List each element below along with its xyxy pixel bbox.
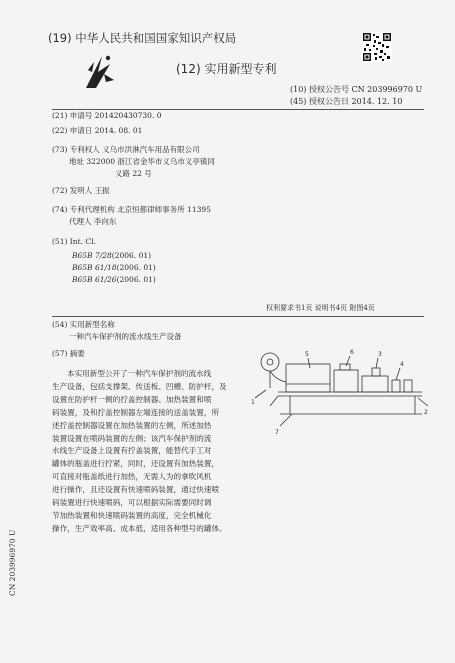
abstract-line: 码装置进行快速喷码，可以根据实际需要同时调 xyxy=(52,498,212,508)
patent-agent xyxy=(69,216,116,228)
pub-date-code: (45) xyxy=(290,97,307,106)
pub-no-label: 授权公告号 xyxy=(308,85,349,94)
filing-date xyxy=(52,125,142,137)
pub-date-label: 授权公告日 xyxy=(308,97,349,106)
owner-code: (73) xyxy=(52,145,68,154)
address-label: 地址 xyxy=(69,157,84,166)
address-line-2: 义路 22 号 xyxy=(115,169,152,178)
app-no-value: 201420430730. 0 xyxy=(94,111,162,120)
abstract-line: 本实用新型公开了一种汽车保护剂的流水线 xyxy=(67,369,212,378)
figure-label: 4 xyxy=(400,361,404,368)
ipc-class: B65B 61/26 xyxy=(72,275,117,284)
pub-no-value: CN 203996970 U xyxy=(351,85,423,94)
figure-part-wheel xyxy=(261,353,279,371)
agency-value: 北京恒都律师事务所 11395 xyxy=(117,205,211,214)
figure-label: 5 xyxy=(305,351,309,358)
abstract-heading xyxy=(52,348,85,360)
abstract-line: 码装置，及和拧盖控制器左端连接的送盖装置，所 xyxy=(52,407,220,417)
owner-label: 专利权人 xyxy=(69,145,100,154)
abstract-line: 述拧盖控制器设置在加热装置的左侧，所述加热 xyxy=(52,420,212,430)
ipc-class: B65B 7/28 xyxy=(72,251,112,260)
ipc-version: (2006. 01) xyxy=(116,263,156,272)
patent-agency xyxy=(52,204,211,216)
abstract-line: 罐体的瓶盖进行拧紧，同时，还设置有加热装置， xyxy=(52,459,220,469)
figure-label: 6 xyxy=(350,349,354,356)
ipc-item xyxy=(72,250,151,262)
patent-owner xyxy=(52,144,200,156)
page-counts: 权利要求书1页 说明书4页 附图4页 xyxy=(266,304,375,312)
office-header xyxy=(48,30,236,46)
agency-code: (74) xyxy=(52,205,68,214)
section-divider xyxy=(52,316,424,317)
utility-model-title: 一种汽车保护剂的流水线生产设备 xyxy=(69,332,182,341)
ipc-item xyxy=(72,262,156,274)
document-type xyxy=(176,60,276,77)
abstract-line: 装置设置在喷码装置的左侧；该汽车保护剂的流 xyxy=(52,433,212,443)
app-no-code: (21) xyxy=(52,111,68,120)
filing-label: 申请日 xyxy=(69,126,93,135)
figure-part-coder xyxy=(362,376,388,392)
office-name: 中华人民共和国国家知识产权局 xyxy=(75,31,237,45)
abstract-body xyxy=(52,368,242,536)
apparatus-figure xyxy=(250,340,430,440)
inventor-code: (72) xyxy=(52,186,68,195)
abstract-line: 生产设备，包括支撑架、传送板、凹槽、防护杆，及 xyxy=(52,381,227,391)
qr-code-icon xyxy=(362,32,392,62)
figure-label: 1 xyxy=(251,399,255,406)
figure-label: 2 xyxy=(424,409,428,416)
app-no-label: 申请号 xyxy=(69,111,93,120)
ipc-label: Int. Cl. xyxy=(69,237,96,246)
abstract-line: 水线生产设备上设置有拧盖装置，能替代手工对 xyxy=(52,446,212,456)
doc-type-name: 实用新型专利 xyxy=(204,62,277,76)
abstract-code: (57) xyxy=(52,349,68,358)
filing-value: 2014. 08. 01 xyxy=(94,126,143,135)
application-number xyxy=(52,110,162,122)
filing-code: (22) xyxy=(52,126,68,135)
pub-date-value: 2014. 12. 10 xyxy=(351,97,403,106)
publication-date xyxy=(290,96,402,107)
figure-part-hub xyxy=(267,359,273,365)
owner-address xyxy=(69,156,215,168)
inventor xyxy=(52,185,110,197)
cnipa-emblem-icon xyxy=(82,50,118,94)
doc-type-code: (12) xyxy=(176,62,201,76)
ipc-version: (2006. 01) xyxy=(111,251,152,260)
country-code: (19) xyxy=(48,31,72,45)
abstract-line: 节加热装置和快速喷码装置的高度，完全机械化 xyxy=(52,510,212,520)
ipc-code: (51) xyxy=(52,237,68,246)
utility-model-title-heading xyxy=(52,319,115,331)
figure-part-capper xyxy=(334,370,358,392)
agency-label: 专利代理机构 xyxy=(69,205,115,214)
address-line-1: 322000 浙江省金华市义乌市义亭镇同 xyxy=(86,157,215,166)
title-label: 实用新型名称 xyxy=(69,320,115,329)
figure-label: 3 xyxy=(378,351,382,358)
ipc-class: B65B 61/18 xyxy=(72,263,117,272)
publication-number xyxy=(290,84,422,95)
abstract-line: 进行操作，且还设置有快速喷码装置，通过快速喷 xyxy=(52,485,220,495)
owner-value: 义乌市洪淋汽车用品有限公司 xyxy=(102,145,200,154)
figure-part-heater xyxy=(286,364,330,392)
ipc-item xyxy=(72,274,156,286)
inventor-value: 王振 xyxy=(94,186,110,195)
abstract-line: 操作，生产效率高、成本低，适用各种型号的罐体。 xyxy=(52,523,227,533)
abstract-line: 设置在防护杆一侧的拧盖控制器、加热装置和喷 xyxy=(52,394,212,404)
abstract-label: 摘要 xyxy=(69,349,85,358)
agent-value: 李向东 xyxy=(93,217,117,226)
pub-no-code: (10) xyxy=(290,85,307,94)
inventor-label: 发明人 xyxy=(69,186,93,195)
figure-label: 7 xyxy=(275,429,279,436)
agent-label: 代理人 xyxy=(69,217,92,226)
ipc-header xyxy=(52,236,96,248)
abstract-line: 可直接对瓶盖纸进行加热，无需人为的拿吹风机 xyxy=(52,472,212,482)
side-publication-number: CN 203996970 U xyxy=(8,529,17,596)
ipc-version: (2006. 01) xyxy=(116,275,156,284)
title-code: (54) xyxy=(52,320,68,329)
